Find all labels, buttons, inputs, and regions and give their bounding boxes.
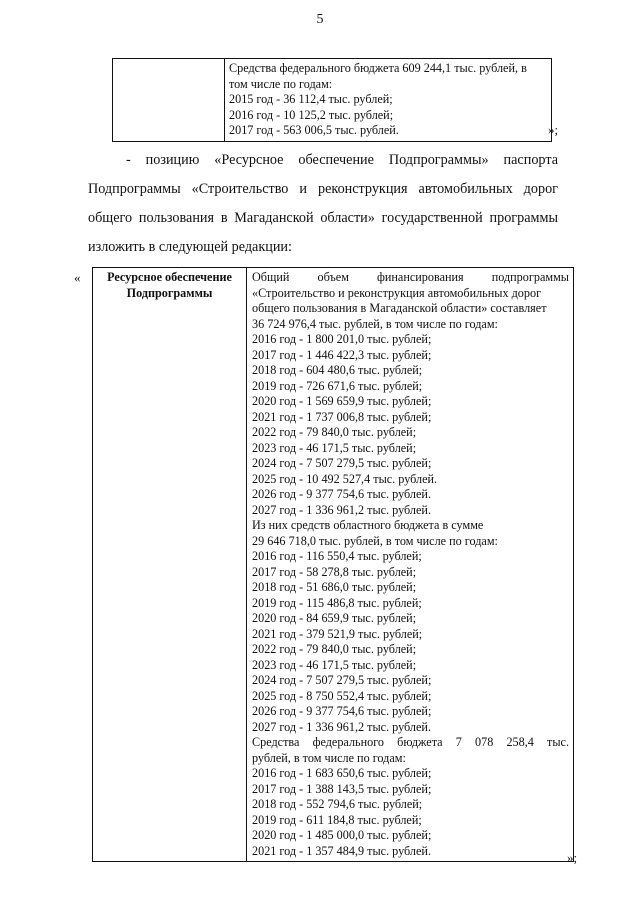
text-line: 2017 год - 58 278,8 тыс. рублей;	[252, 564, 417, 579]
opening-quote: «	[74, 270, 81, 285]
text-line: общего пользования в Магаданской области» составляет	[252, 301, 547, 315]
text-line: 2016 год - 116 550,4 тыс. рублей;	[252, 549, 422, 563]
resource-table-label-cell	[93, 268, 247, 862]
text-line: 2022 год - 79 840,0 тыс. рублей;	[252, 642, 417, 656]
text-line: 2021 год - 1 357 484,9 тыс. рублей.	[252, 843, 431, 858]
text-line: 2017 год - 1 446 422,3 тыс. рублей;	[252, 347, 432, 362]
text-line: 2016 год - 10 125,2 тыс. рублей;	[229, 107, 394, 122]
text-line: 2023 год - 46 171,5 тыс. рублей;	[252, 657, 417, 672]
text-line: том числе по годам:	[229, 76, 333, 91]
text-line: 36 724 976,4 тыс. рублей, в том числе по годам:	[252, 316, 498, 331]
text-line: 2016 год - 1 800 201,0 тыс. рублей;	[252, 332, 432, 346]
text-line: 2020 год - 1 485 000,0 тыс. рублей;	[252, 828, 432, 842]
text-line: 2021 год - 1 737 006,8 тыс. рублей;	[252, 409, 432, 424]
text-line: рублей, в том числе по годам:	[252, 750, 406, 765]
paragraph-line: изложить в следующей редакции:	[88, 239, 292, 255]
text-line: «Строительство и реконструкция автомобильных дорог	[252, 285, 542, 300]
text-line: Средства федерального бюджета 609 244,1 тыс. рублей, в	[229, 61, 527, 75]
resource-table-content-cell	[247, 268, 574, 862]
closing-quote: »;	[548, 122, 559, 137]
text-line: 2018 год - 604 480,6 тыс. рублей;	[252, 363, 423, 377]
text-line: 2016 год - 1 683 650,6 тыс. рублей;	[252, 766, 432, 780]
continuation-table	[112, 58, 552, 142]
text-line: 2027 год - 1 336 961,2 тыс. рублей.	[252, 502, 431, 517]
text-line: 2025 год - 10 492 527,4 тыс. рублей.	[252, 471, 438, 486]
text-line: 2024 год - 7 507 279,5 тыс. рублей;	[252, 456, 432, 470]
text-line: 2020 год - 84 659,9 тыс. рублей;	[252, 611, 417, 625]
text-line: 2026 год - 9 377 754,6 тыс. рублей;	[252, 704, 432, 718]
text-line: 2023 год - 46 171,5 тыс. рублей;	[252, 440, 417, 455]
text-line: 2019 год - 115 486,8 тыс. рублей;	[252, 595, 422, 610]
label-line: Ресурсное обеспечение	[107, 270, 232, 284]
text-line: 2027 год - 1 336 961,2 тыс. рублей.	[252, 719, 431, 734]
text-line: 29 646 718,0 тыс. рублей, в том числе по годам:	[252, 533, 498, 548]
text-line: Средства федерального бюджета 7 078 258,4 тыс.	[252, 735, 569, 749]
text-line: 2018 год - 552 794,6 тыс. рублей;	[252, 797, 423, 811]
instruction-paragraph	[88, 146, 558, 262]
text-line: 2017 год - 563 006,5 тыс. рублей.	[229, 123, 399, 138]
text-line: 2026 год - 9 377 754,6 тыс. рублей.	[252, 487, 431, 501]
resource-table	[92, 267, 574, 862]
text-line: 2018 год - 51 686,0 тыс. рублей;	[252, 580, 417, 594]
text-line: 2024 год - 7 507 279,5 тыс. рублей;	[252, 673, 432, 687]
continuation-table-empty-cell	[113, 59, 225, 142]
text-line: 2022 год - 79 840,0 тыс. рублей;	[252, 425, 417, 439]
text-line: 2021 год - 379 521,9 тыс. рублей;	[252, 626, 423, 641]
continuation-table-content-cell	[225, 59, 552, 142]
closing-quote: »;	[567, 850, 578, 865]
text-line: Общий объем финансирования подпрограммы	[252, 270, 569, 284]
text-line: 2017 год - 1 388 143,5 тыс. рублей;	[252, 781, 432, 796]
paragraph-line: Подпрограммы «Строительство и реконструкция автомобильных дорог	[88, 181, 558, 197]
text-line: 2020 год - 1 569 659,9 тыс. рублей;	[252, 394, 432, 408]
paragraph-line: общего пользования в Магаданской области» государственной программы	[88, 210, 558, 226]
text-line: 2015 год - 36 112,4 тыс. рублей;	[229, 92, 393, 107]
page-number: 5	[316, 12, 324, 27]
text-line: 2019 год - 611 184,8 тыс. рублей;	[252, 812, 422, 827]
label-line: Подпрограммы	[126, 285, 213, 300]
paragraph-line: - позицию «Ресурсное обеспечение Подпрограммы» паспорта	[126, 152, 558, 168]
text-line: Из них средств областного бюджета в сумме	[252, 518, 484, 532]
text-line: 2025 год - 8 750 552,4 тыс. рублей;	[252, 688, 432, 703]
text-line: 2019 год - 726 671,6 тыс. рублей;	[252, 378, 423, 393]
